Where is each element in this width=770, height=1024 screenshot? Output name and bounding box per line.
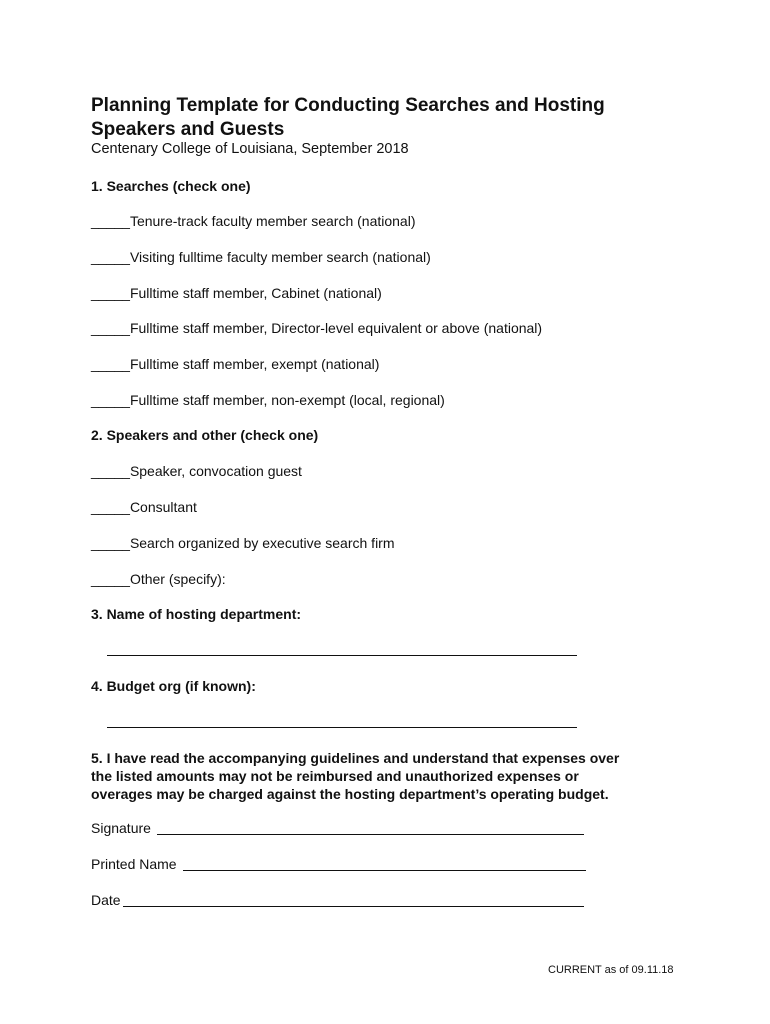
section-3-heading: 3. Name of hosting department: — [91, 606, 302, 622]
hosting-department-field[interactable] — [107, 655, 577, 656]
check-blank[interactable]: _____ — [91, 499, 130, 515]
signature-field[interactable] — [157, 834, 584, 835]
option-label: Search organized by executive search firm — [129, 535, 395, 551]
speaker-option-other[interactable] — [91, 571, 226, 587]
signature-label: Signature — [91, 820, 151, 836]
search-option-staff-cabinet[interactable] — [91, 285, 382, 301]
speaker-option-search-firm[interactable] — [91, 535, 395, 551]
page-title-line-2: Speakers and Guests — [91, 119, 285, 140]
option-label: Speaker, convocation guest — [129, 463, 302, 479]
search-option-staff-non-exempt[interactable] — [91, 392, 445, 408]
page-subtitle: Centenary College of Louisiana, September 2018 — [91, 141, 409, 157]
option-label: Other (specify): — [129, 571, 226, 587]
section-2-heading: 2. Speakers and other (check one) — [91, 427, 319, 443]
search-option-tenure-track[interactable] — [91, 213, 416, 229]
check-blank[interactable]: _____ — [91, 213, 130, 229]
statement-line-1: 5. I have read the accompanying guidelines and understand that expenses over — [91, 750, 620, 766]
statement-line-3: overages may be charged against the hosting department’s operating budget. — [91, 786, 609, 802]
printed-name-field[interactable] — [183, 870, 586, 871]
check-blank[interactable]: _____ — [91, 463, 130, 479]
option-label: Fulltime staff member, non-exempt (local, regional) — [129, 392, 445, 408]
search-option-staff-exempt[interactable] — [91, 356, 379, 372]
option-label: Visiting fulltime faculty member search (national) — [129, 249, 431, 265]
check-blank[interactable]: _____ — [91, 249, 130, 265]
section-4-heading: 4. Budget org (if known): — [91, 678, 256, 694]
check-blank[interactable]: _____ — [91, 285, 130, 301]
date-field[interactable] — [123, 906, 584, 907]
search-option-visiting-faculty[interactable] — [91, 249, 431, 265]
option-label: Fulltime staff member, Director-level equivalent or above (national) — [129, 320, 543, 336]
option-label: Tenure-track faculty member search (national) — [129, 213, 416, 229]
page-title-line-1: Planning Template for Conducting Searches and Hosting — [91, 95, 605, 116]
date-label: Date — [91, 892, 121, 908]
option-label: Consultant — [129, 499, 197, 515]
speaker-option-consultant[interactable] — [91, 499, 197, 515]
check-blank[interactable]: _____ — [91, 571, 130, 587]
check-blank[interactable]: _____ — [91, 320, 130, 336]
statement-line-2: the listed amounts may not be reimbursed and unauthorized expenses or — [91, 768, 579, 784]
acknowledgement-statement — [91, 749, 691, 803]
check-blank[interactable]: _____ — [91, 356, 130, 372]
section-1-heading: 1. Searches (check one) — [91, 178, 251, 194]
check-blank[interactable]: _____ — [91, 392, 130, 408]
speaker-option-convocation[interactable] — [91, 463, 302, 479]
budget-org-field[interactable] — [107, 727, 577, 728]
printed-name-label: Printed Name — [91, 856, 177, 872]
option-label: Fulltime staff member, Cabinet (national) — [129, 285, 382, 301]
version-footer: CURRENT as of 09.11.18 — [548, 964, 674, 976]
check-blank[interactable]: _____ — [91, 535, 130, 551]
option-label: Fulltime staff member, exempt (national) — [129, 356, 380, 372]
search-option-staff-director[interactable] — [91, 320, 542, 336]
